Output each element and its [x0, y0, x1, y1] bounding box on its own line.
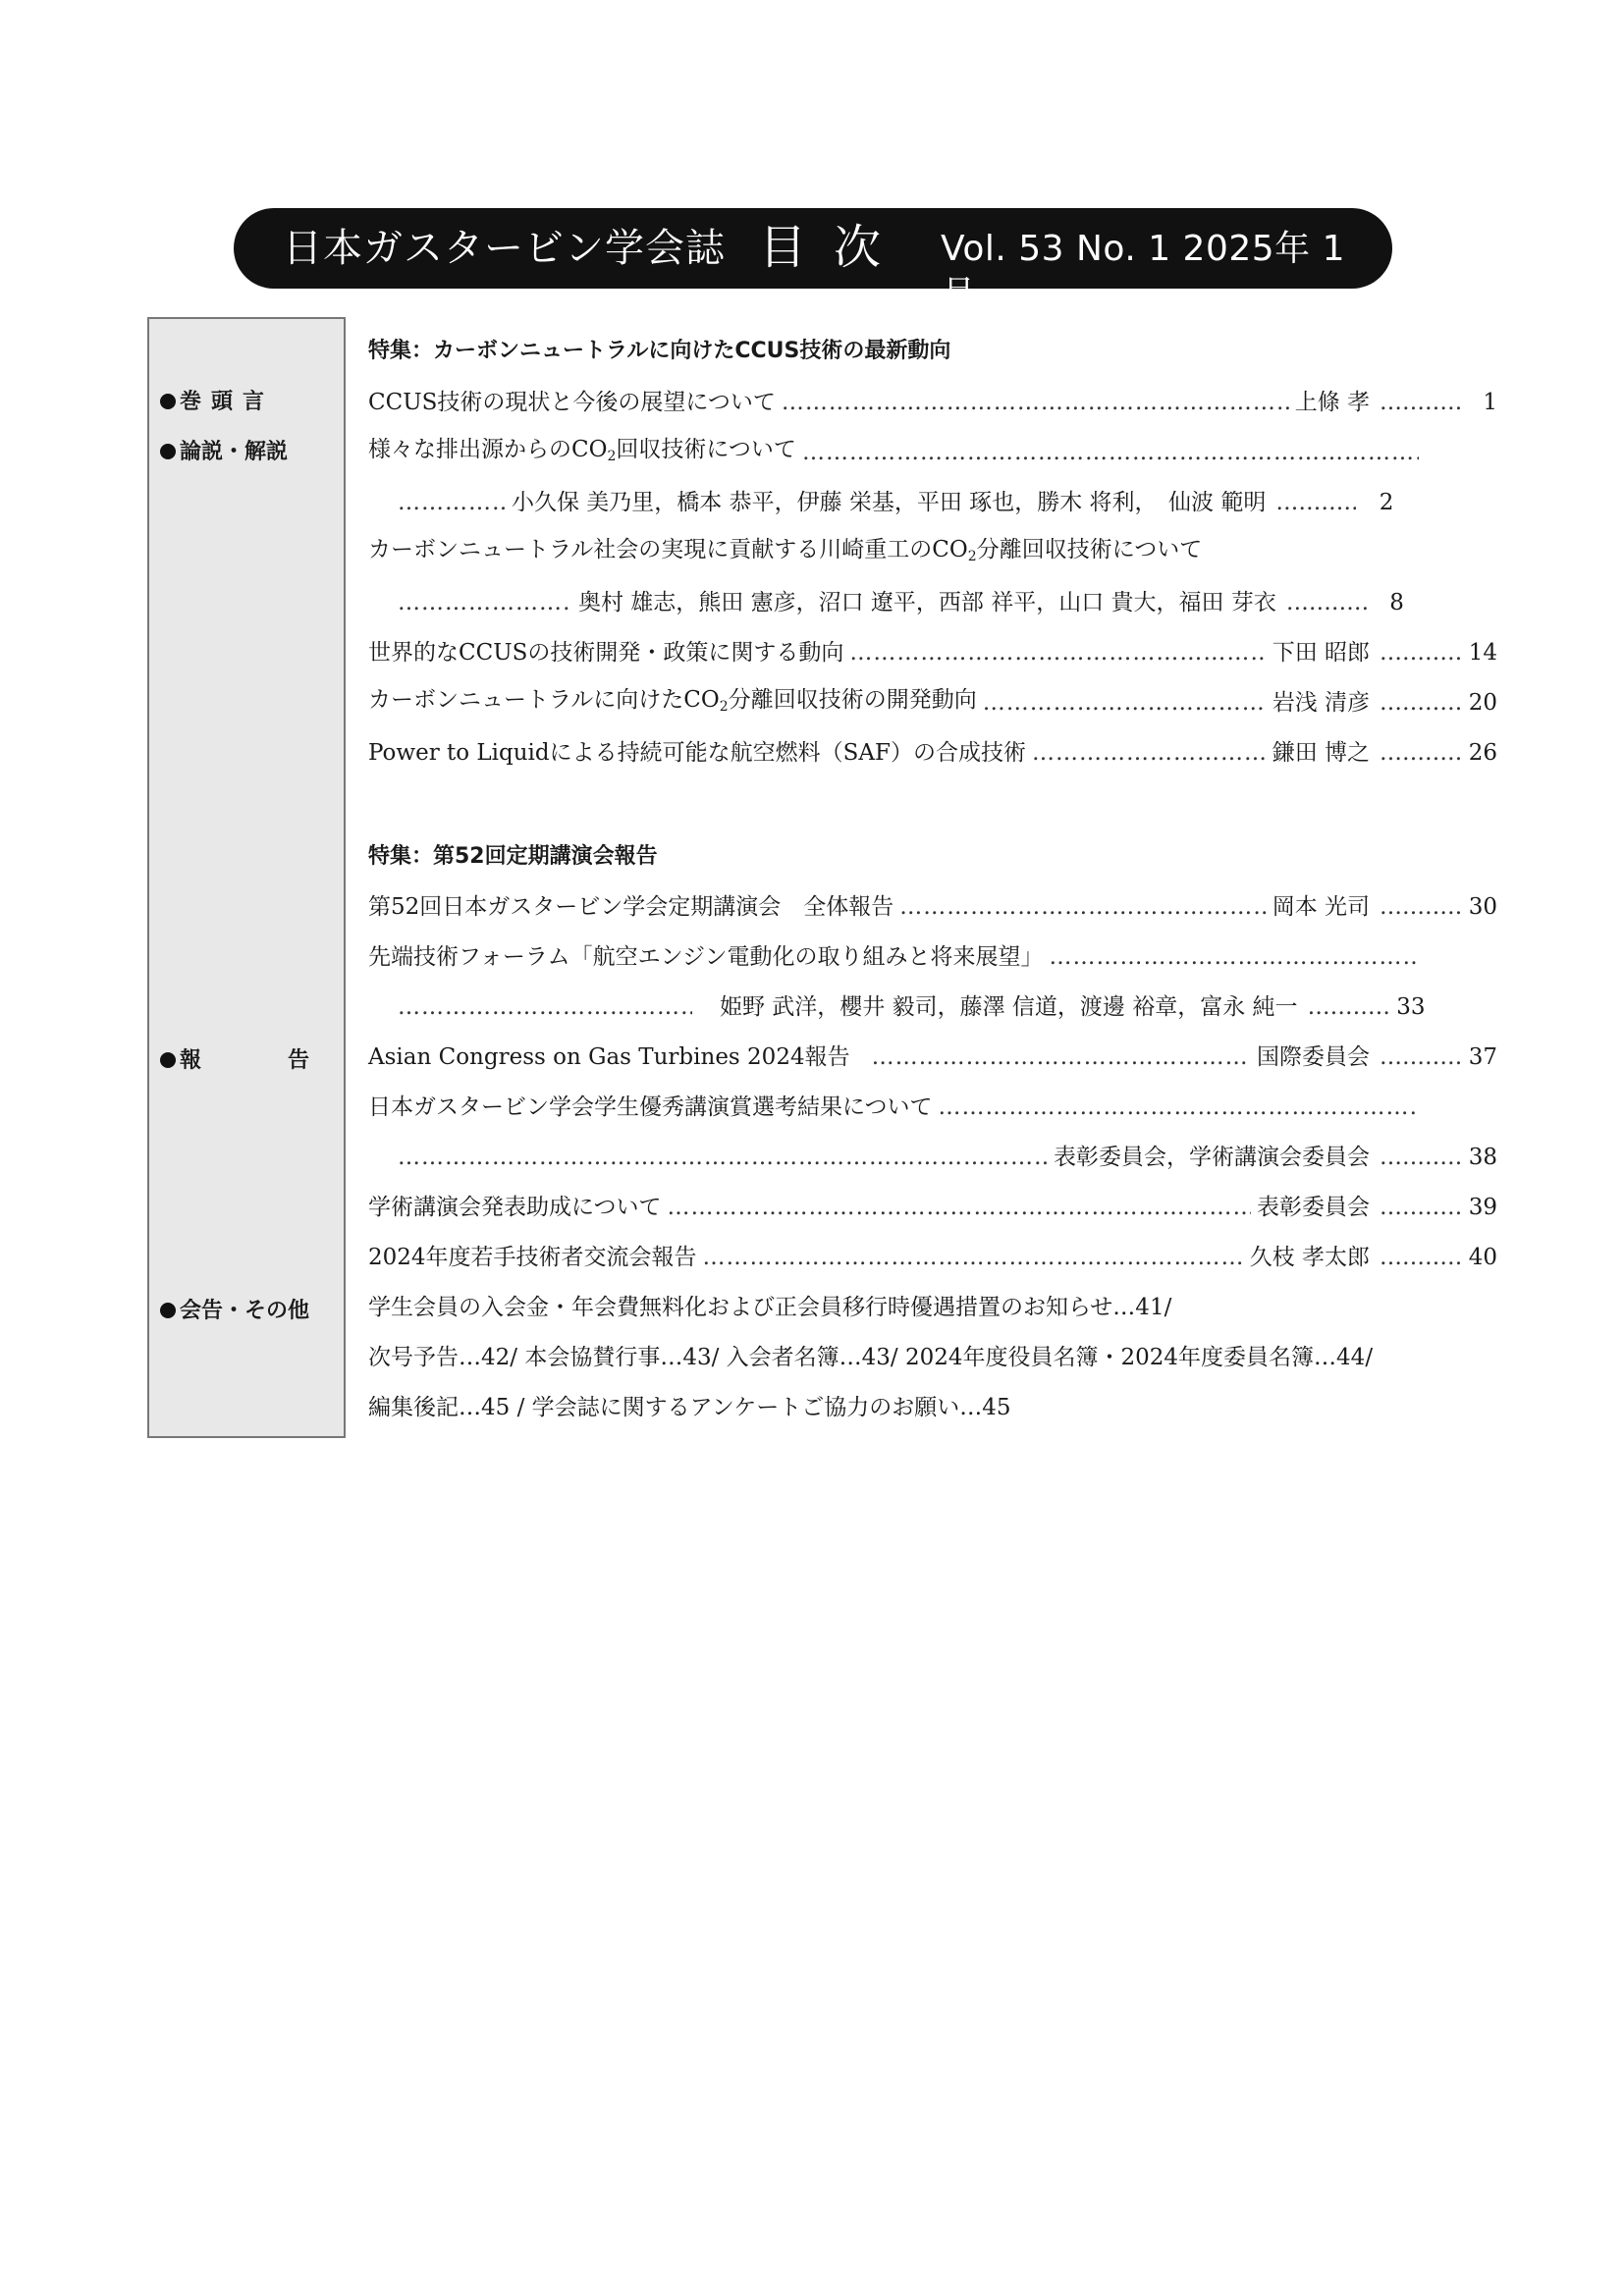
toc-entry-continued — [398, 1138, 1497, 1177]
leader-dots — [939, 1088, 1419, 1127]
entry-page: 14 — [1468, 640, 1497, 666]
entry-title: 様々な排出源からの$CO_2$回収技術について — [368, 436, 796, 464]
leader-dots — [1380, 1238, 1460, 1277]
leader-dots — [802, 433, 1419, 472]
bullet-icon — [160, 444, 176, 459]
entry-author: 上條 孝 — [1294, 390, 1370, 415]
entry-page: 40 — [1468, 1245, 1497, 1270]
entry-title: カーボンニュートラル社会の実現に貢献する川崎重工の$CO_2$分離回収技術について — [368, 536, 1203, 564]
leader-dots — [398, 1138, 1048, 1177]
entry-author: 鎌田 博之 — [1272, 740, 1370, 766]
leader-dots — [398, 483, 506, 522]
entry-author: 下田 昭郎 — [1272, 640, 1370, 666]
toc-entry[interactable] — [368, 1238, 1497, 1277]
bullet-icon — [160, 1303, 176, 1318]
toc-entry[interactable] — [368, 383, 1497, 422]
notice-line-2: 次号予告…42/ 本会協賛行事…43/ 入会者名簿…43/ 2024年度役員名簿・2024年度委員名簿…44/ — [368, 1345, 1374, 1370]
toc-entry[interactable] — [368, 937, 1497, 977]
leader-dots — [1286, 583, 1367, 622]
leader-dots — [1380, 1038, 1460, 1077]
entry-author: 奥村 雄志，熊田 憲彦，沼口 遼平，西部 祥平，山口 貴大，福田 芽衣 — [578, 590, 1276, 615]
feature2-heading: 特集：第52回定期講演会報告 — [368, 844, 658, 869]
leader-dots — [398, 583, 572, 622]
leader-dots — [1380, 383, 1460, 422]
entry-title: Asian Congress on Gas Turbines 2024報告 — [368, 1044, 850, 1070]
entry-title: 先端技術フォーラム「航空エンジン電動化の取り組みと将来展望」 — [368, 944, 1044, 970]
leader-dots — [1380, 1138, 1460, 1177]
entry-title: 第52回日本ガスタービン学会定期講演会 全体報告 — [368, 894, 894, 920]
entry-title: 世界的なCCUSの技術開発・政策に関する動向 — [368, 640, 844, 666]
entry-author: 岩浅 清彦 — [1272, 690, 1370, 716]
toc-entry[interactable] — [368, 1088, 1497, 1127]
toc-entry[interactable] — [368, 1038, 1497, 1077]
notice-line-1: 学生会員の入会金・年会費無料化および正会員移行時優遇措置のお知らせ…41/ — [368, 1295, 1172, 1320]
leader-dots — [872, 1038, 1251, 1077]
entry-page: 39 — [1468, 1195, 1497, 1220]
section-label-kantougen: 巻頭言 — [160, 385, 317, 420]
entry-page: 20 — [1468, 690, 1497, 716]
entry-page: 37 — [1468, 1044, 1497, 1070]
leader-dots — [398, 988, 692, 1027]
entry-title: Power to Liquidによる持続可能な航空燃料（SAF）の合成技術 — [368, 740, 1026, 766]
leader-dots — [1380, 683, 1460, 722]
title-bar — [234, 208, 1392, 314]
section-sidebar — [147, 317, 346, 1438]
toc-entry[interactable] — [368, 733, 1497, 773]
toc-entry[interactable] — [368, 533, 1497, 572]
bullet-icon — [160, 1052, 176, 1068]
section-label-ronsetsu: 論説・解説 — [160, 435, 288, 470]
entry-page: 26 — [1468, 740, 1497, 766]
leader-dots — [849, 633, 1266, 672]
entry-page: 30 — [1468, 894, 1497, 920]
leader-dots — [1380, 887, 1460, 927]
leader-dots — [1275, 483, 1356, 522]
toc-entry-continued — [398, 988, 1497, 1027]
section-label-kaikoku: 会告・その他 — [160, 1294, 309, 1329]
volume-info: Vol. 53 No. 1 2025年 1 月 — [941, 229, 1346, 314]
leader-dots — [1308, 988, 1388, 1027]
bullet-icon — [160, 394, 176, 409]
leader-dots — [1380, 633, 1460, 672]
toc-entry[interactable] — [368, 683, 1497, 722]
entry-title: CCUS技術の現状と今後の展望について — [368, 390, 776, 415]
toc-entry[interactable] — [368, 1188, 1497, 1227]
entry-author: 表彰委員会 — [1257, 1195, 1370, 1220]
entry-author: 小久保 美乃里，橋本 恭平，伊藤 栄基，平田 琢也，勝木 将利， 仙波 範明 — [512, 490, 1267, 515]
entry-page: 1 — [1483, 390, 1497, 415]
entry-author: 岡本 光司 — [1272, 894, 1370, 920]
leader-dots — [1380, 1188, 1460, 1227]
entry-author: 久枝 孝太郎 — [1249, 1245, 1370, 1270]
journal-title: 日本ガスタービン学会誌 — [283, 226, 726, 271]
entry-title: 2024年度若手技術者交流会報告 — [368, 1245, 697, 1270]
leader-dots — [703, 1238, 1244, 1277]
entry-page: 8 — [1389, 590, 1404, 615]
entry-page: 33 — [1396, 994, 1426, 1020]
leader-dots — [782, 383, 1289, 422]
entry-title: カーボンニュートラルに向けた$CO_2$分離回収技術の開発動向 — [368, 686, 977, 715]
entry-title: 学術講演会発表助成について — [368, 1195, 662, 1220]
entry-author: 国際委員会 — [1257, 1044, 1370, 1070]
notice-line-3: 編集後記…45 / 学会誌に関するアンケートご協力のお願い…45 — [368, 1395, 1011, 1420]
contents-label: 目次 — [759, 220, 909, 275]
leader-dots — [1032, 733, 1267, 773]
toc-entry[interactable] — [368, 433, 1497, 472]
section-label-houkoku: 報告 — [160, 1043, 396, 1079]
leader-dots — [1380, 733, 1460, 773]
leader-dots — [668, 1188, 1251, 1227]
feature1-heading: 特集：カーボンニュートラルに向けたCCUS技術の最新動向 — [368, 339, 951, 363]
entry-title: 日本ガスタービン学会学生優秀講演賞選考結果について — [368, 1095, 933, 1120]
entry-page: 2 — [1379, 490, 1394, 515]
leader-dots — [1049, 937, 1419, 977]
toc-entry-continued — [398, 583, 1497, 622]
leader-dots — [899, 887, 1266, 927]
leader-dots — [983, 683, 1267, 722]
toc-entry[interactable] — [368, 633, 1497, 672]
entry-page: 38 — [1468, 1145, 1497, 1170]
toc-entry[interactable] — [368, 887, 1497, 927]
toc-entry-continued — [398, 483, 1497, 522]
entry-author: 表彰委員会，学術講演会委員会 — [1054, 1145, 1370, 1170]
entry-author: 姫野 武洋，櫻井 毅司，藤澤 信道，渡邊 裕章，富永 純一 — [720, 994, 1298, 1020]
